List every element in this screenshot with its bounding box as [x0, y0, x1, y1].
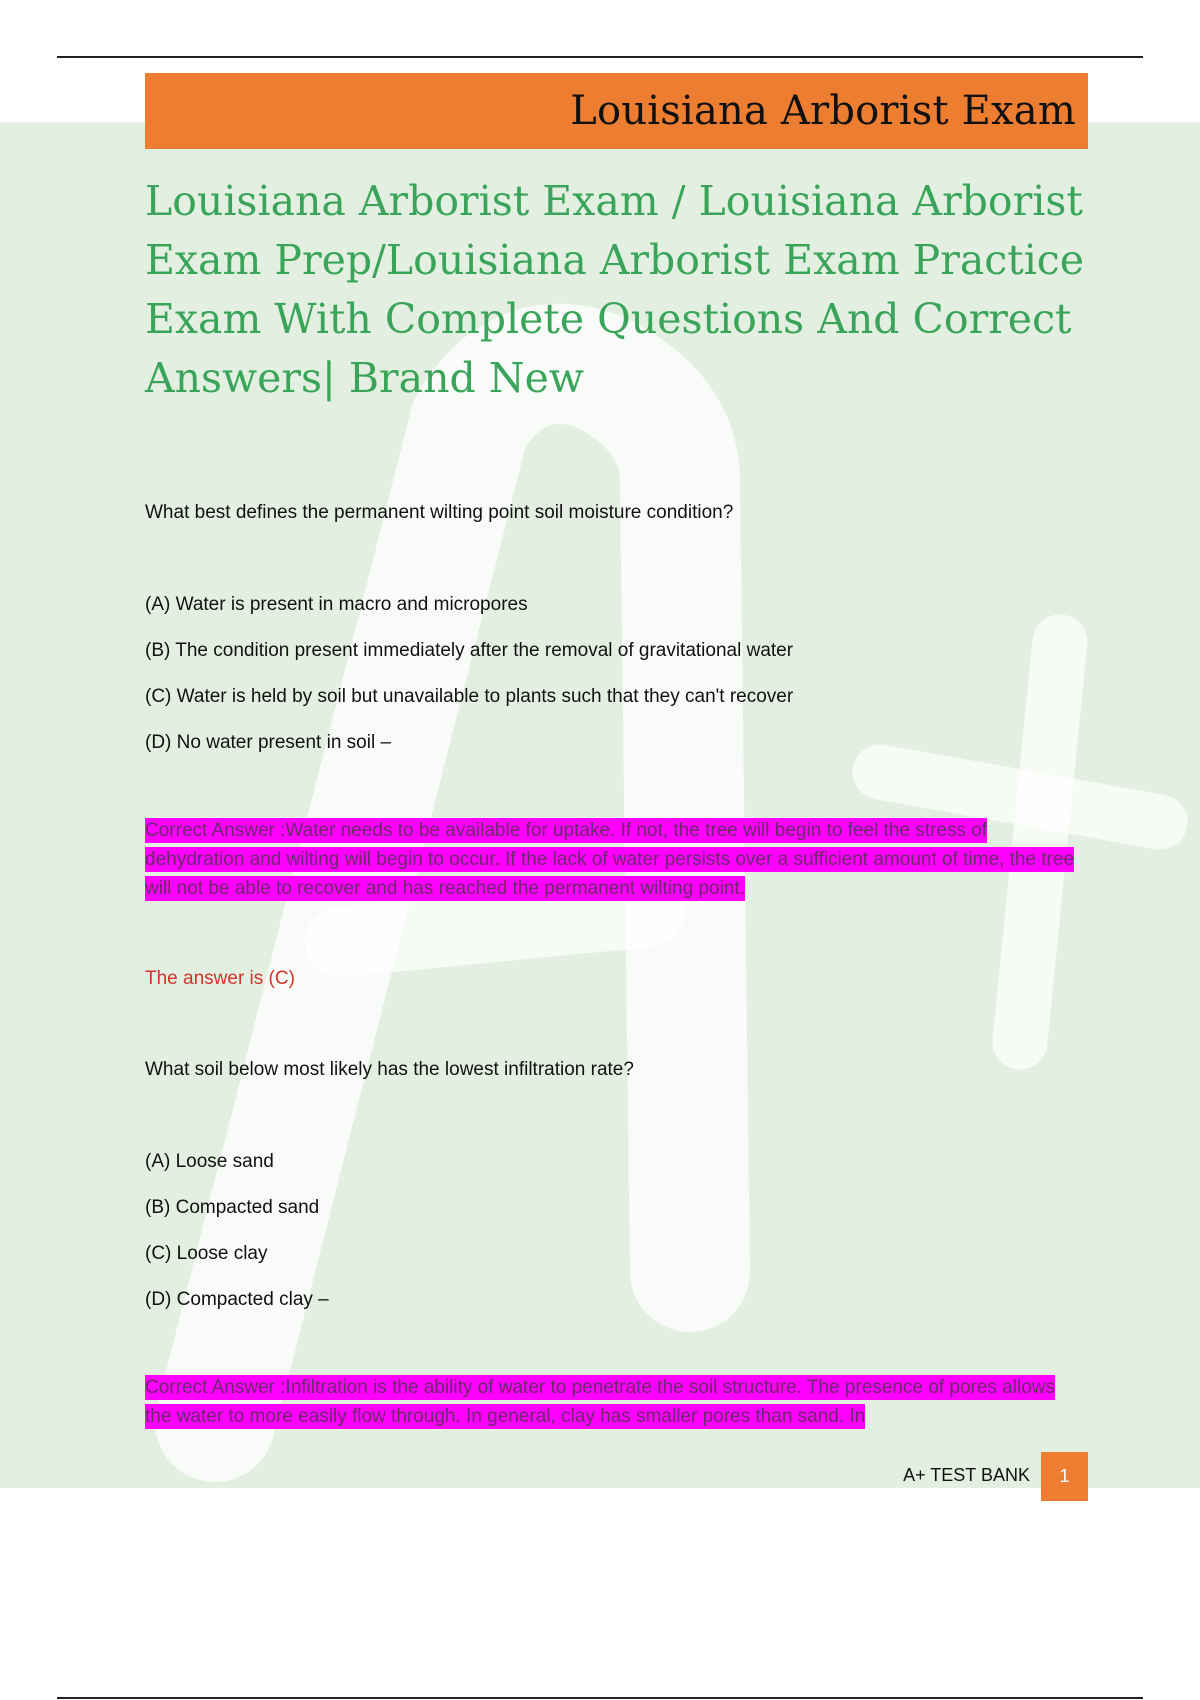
option-d: (D) Compacted clay – — [145, 1289, 329, 1310]
header-bar — [145, 73, 1088, 149]
correct-answer-block-2 — [145, 1373, 1075, 1431]
footer-label: A+ TEST BANK — [903, 1465, 1030, 1485]
option-c: (C) Loose clay — [145, 1243, 268, 1264]
bottom-rule — [57, 1697, 1143, 1699]
top-rule — [57, 56, 1143, 58]
page-number-badge: 1 — [1041, 1452, 1088, 1501]
option-a: (A) Water is present in macro and micropores — [145, 594, 528, 615]
final-answer-text: The answer is (C) — [145, 968, 295, 989]
option-b: (B) The condition present immediately after the removal of gravitational water — [145, 640, 794, 661]
option-a: (A) Loose sand — [145, 1151, 274, 1172]
header-title: Louisiana Arborist Exam — [570, 88, 1076, 134]
option-b: (B) Compacted sand — [145, 1197, 320, 1218]
question-block-2 — [145, 1059, 1095, 1081]
correct-answer-text — [145, 816, 1075, 903]
question-text: What soil below most likely has the lowest infiltration rate? — [145, 1059, 634, 1080]
final-answer-1 — [145, 968, 1095, 990]
option-d: (D) No water present in soil – — [145, 732, 392, 753]
document-title: Louisiana Arborist Exam / Louisiana Arborist Exam Prep/Louisiana Arborist Exam Practice Exam With Complete Questions And Correct Answers| Brand New — [145, 177, 1085, 402]
page-footer — [0, 1452, 1200, 1502]
option-c: (C) Water is held by soil but unavailable to plants such that they can't recover — [145, 686, 794, 707]
options-list-2 — [145, 1149, 1095, 1333]
correct-answer-text — [145, 1373, 1075, 1431]
options-list-1 — [145, 592, 1095, 776]
question-block-1 — [145, 502, 1095, 524]
highlighted-answer: Correct Answer :Water needs to be available for uptake. If not, the tree will begin to feel the stress of dehydration and wilting will begin to occur. If the lack of water persists over a sufficient amount of time, the tree will not be able to recover and has reached the permanent wilting point. — [145, 820, 1075, 899]
correct-answer-block-1 — [145, 816, 1075, 903]
question-text: What best defines the permanent wilting point soil moisture condition? — [145, 502, 734, 523]
highlighted-answer: Correct Answer :Infiltration is the ability of water to penetrate the soil structure. The presence of pores allows the water to more easily flow through. In general, clay has smaller pores than sand. In — [145, 1377, 1055, 1427]
